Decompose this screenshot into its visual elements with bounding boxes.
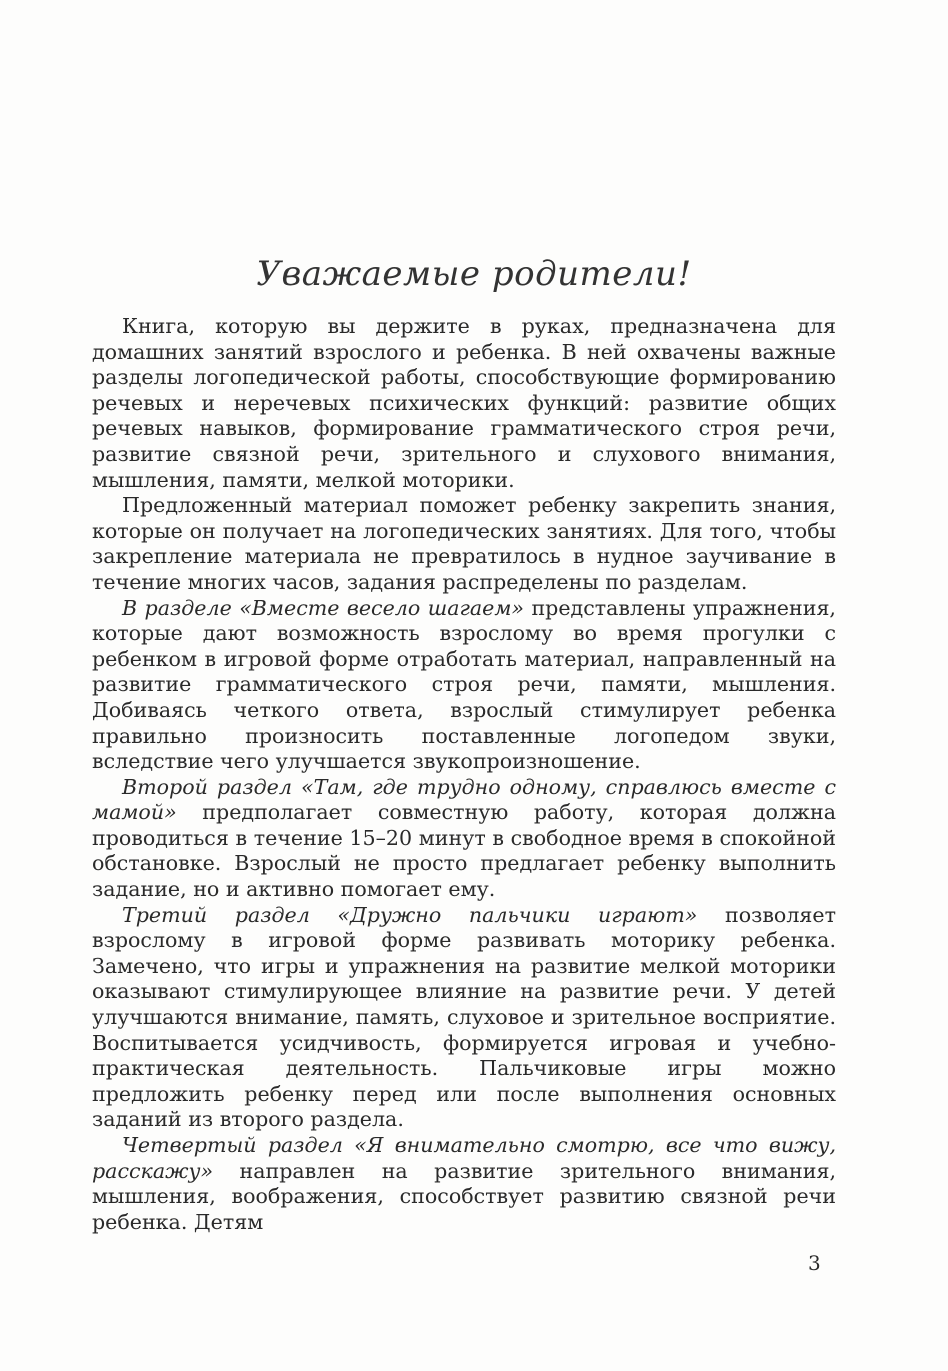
body-text [92,314,836,1235]
paragraph-intro [92,314,836,493]
paragraph-lead: Второй раздел «Там, где трудно одному, справлюсь вместе с мамой» [92,774,836,825]
paragraph-text: представлены упражнения, которые дают возможность взрослому во время прогулки с ребенком в игровой форме отработать материал, направленный на развитие грамматического строя речи, памяти, мышления. Добиваясь четкого ответа, взрослый стимулирует ребенка правильно произносить поставленные логопедом звуки, вследствие чего улучшается звукопроизношение. [92,595,836,774]
paragraph-lead: Четвертый раздел «Я внимательно смотрю, все что вижу, расскажу» [92,1133,836,1183]
paragraph-section-4 [92,1133,836,1235]
paragraph-text: позволяет взрослому в игровой форме развивать моторику ребенка. Замечено, что игры и упражнения на развитие мелкой моторики оказывают стимулирующее влияние на развитие речи. У детей улучшаются внимание, память, слуховое и зрительное восприятие. Воспитывается усидчивость, формируется игровая и учебно-практическая деятельность. Пальчиковые игры можно предложить ребенку перед или после выполнения основных заданий из второго раздела. [92,902,836,1132]
paragraph-lead: В разделе «Вместе весело шагаем» [122,595,525,620]
paragraph-text: Предложенный материал поможет ребенку закрепить знания, которые он получает на логопедических занятиях. Для того, чтобы закрепление материала не превратилось в нудное заучивание в течение многих часов, задания распределены по разделам. [92,493,836,594]
paragraph-section-2 [92,775,836,903]
page-number: 3 [808,1251,821,1275]
paragraph-section-3 [92,903,836,1133]
paragraph-text: предполагает совместную работу, которая должна проводиться в течение 15–20 минут в свободное время в спокойной обстановке. Взрослый не просто предлагает ребенку выполнить задание, но и активно помогает ему. [92,800,836,902]
page-title: Уважаемые родители! [256,254,692,294]
paragraph-lead: Третий раздел «Дружно пальчики играют» [122,902,698,927]
paragraph-section-1 [92,596,836,775]
paragraph-text: направлен на развитие зрительного внимания, мышления, воображения, способствует развитию связной речи ребенка. Детям [92,1158,836,1234]
paragraph-text: Книга, которую вы держите в руках, предназначена для домашних занятий взрослого и ребенка. В ней охвачены важные разделы логопедической работы, способствующие формированию речевых и неречевых психических функций: развитие общих речевых навыков, формирование грамматического строя речи, развитие связной речи, зрительного и слухового внимания, мышления, памяти, мелкой моторики. [92,314,836,492]
paragraph-material [92,493,836,595]
